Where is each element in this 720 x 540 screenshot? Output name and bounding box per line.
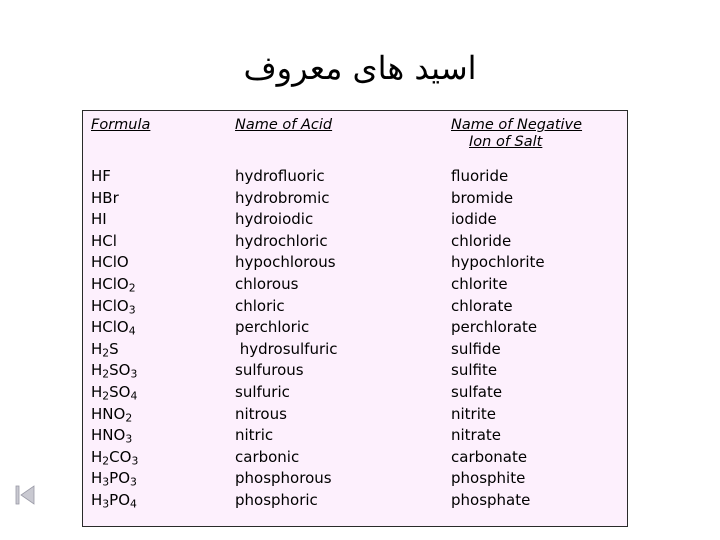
formula-cell (91, 209, 138, 231)
acid-name-cell: hydroiodic (235, 210, 314, 229)
formula-cell (91, 404, 138, 426)
acid-name-cell: chlorous (235, 274, 299, 293)
acid-name-cell: chloric (235, 296, 285, 315)
formula-cell (91, 231, 138, 253)
formula-subscript: 3 (102, 476, 110, 489)
ion-name-cell: perchlorate (451, 318, 538, 337)
formula-cell (91, 425, 138, 447)
acid-name-cell: perchloric (235, 318, 310, 337)
ion-name-cell: chloride (451, 231, 512, 250)
formula-subscript: 4 (128, 324, 136, 338)
acid-table (82, 110, 628, 527)
formula-column (91, 166, 138, 512)
ion-name-cell: chlorite (451, 274, 508, 293)
formula-part: SO (109, 382, 131, 401)
acid-name-cell: nitrous (235, 404, 287, 423)
acid-name-cell: hydrofluoric (235, 167, 325, 185)
formula-part: HNO (91, 426, 126, 445)
formula-cell (91, 252, 138, 274)
formula-part: S (109, 339, 119, 358)
formula-part: CO (109, 447, 132, 466)
formula-part: HF (91, 167, 111, 185)
formula-subscript: 3 (130, 368, 138, 382)
formula-part: HClO (91, 274, 129, 293)
ion-header-line-2: Ion of Salt (469, 134, 543, 150)
ion-name-cell: sulfate (451, 382, 503, 401)
acid-name-cell: carbonic (235, 447, 300, 466)
formula-part: HNO (91, 404, 126, 423)
formula-part: PO (109, 490, 131, 509)
formula-part: SO (109, 361, 131, 380)
ion-name-cell: nitrite (451, 404, 496, 423)
formula-part: PO (109, 469, 131, 488)
acid-name-cell: phosphoric (235, 490, 318, 509)
ion-name-cell: carbonate (451, 447, 528, 466)
acid-name-cell: hydrosulfuric (235, 339, 338, 358)
acid-name-cell: sulfuric (235, 382, 290, 401)
ion-header-line-1: Name of Negative (451, 117, 583, 133)
formula-cell (91, 166, 138, 188)
formula-cell (91, 296, 138, 318)
acid-name-header: Name of Acid (235, 117, 333, 133)
formula-subscript: 2 (125, 411, 133, 425)
ion-name-cell: phosphate (451, 490, 531, 509)
formula-subscript: 3 (130, 476, 137, 489)
ion-name-header (451, 117, 582, 151)
formula-cell (91, 188, 138, 210)
ion-name-cell: iodide (451, 210, 497, 229)
acid-name-cell: phosphorous (235, 469, 332, 488)
acid-name-cell: sulfurous (235, 361, 304, 380)
formula-part: H (91, 339, 103, 358)
acid-name-cell: hypochlorous (235, 253, 336, 272)
formula-subscript: 2 (102, 454, 110, 468)
formula-cell (91, 317, 138, 339)
ion-name-column (451, 166, 545, 512)
formula-subscript: 3 (125, 432, 133, 446)
formula-part: H (91, 361, 103, 380)
ion-name-cell: sulfite (451, 361, 498, 380)
formula-cell (91, 468, 138, 490)
formula-subscript: 4 (130, 497, 137, 511)
ion-name-cell: bromide (451, 188, 514, 207)
formula-cell (91, 490, 138, 512)
formula-part: HClO (91, 253, 129, 272)
formula-subscript: 2 (102, 389, 110, 403)
formula-cell (91, 447, 138, 469)
acid-name-cell: hydrochloric (235, 231, 328, 250)
formula-part: HI (91, 210, 107, 229)
formula-part: H (91, 447, 103, 466)
formula-cell (91, 339, 138, 361)
slide-title: اسید های معروف (243, 49, 477, 87)
ion-name-cell: nitrate (451, 426, 502, 445)
formula-part: H (91, 382, 103, 401)
first-slide-icon (14, 484, 36, 506)
formula-subscript: 2 (102, 368, 110, 382)
first-slide-button[interactable] (14, 484, 36, 506)
formula-subscript: 3 (128, 303, 136, 317)
ion-name-cell: chlorate (451, 296, 513, 315)
ion-name-cell: hypochlorite (451, 253, 545, 272)
ion-name-cell: phosphite (451, 469, 526, 488)
formula-header: Formula (91, 117, 151, 133)
formula-part: HClO (91, 318, 129, 337)
formula-subscript: 2 (128, 281, 136, 295)
formula-cell (91, 360, 138, 382)
formula-part: HBr (91, 188, 119, 207)
formula-subscript: 2 (102, 346, 110, 360)
formula-cell (91, 274, 138, 296)
formula-part: HClO (91, 296, 129, 315)
acid-name-column (235, 166, 338, 512)
ion-name-cell: sulfide (451, 339, 501, 358)
acid-name-cell: nitric (235, 426, 274, 445)
formula-cell (91, 382, 138, 404)
formula-part: HCl (91, 231, 117, 250)
formula-part: H (91, 469, 103, 488)
formula-subscript: 3 (102, 497, 110, 511)
acid-name-cell: hydrobromic (235, 188, 330, 207)
ion-name-cell: fluoride (451, 167, 509, 185)
formula-part: H (91, 490, 103, 509)
formula-subscript: 4 (130, 389, 138, 403)
formula-subscript: 3 (131, 454, 139, 468)
